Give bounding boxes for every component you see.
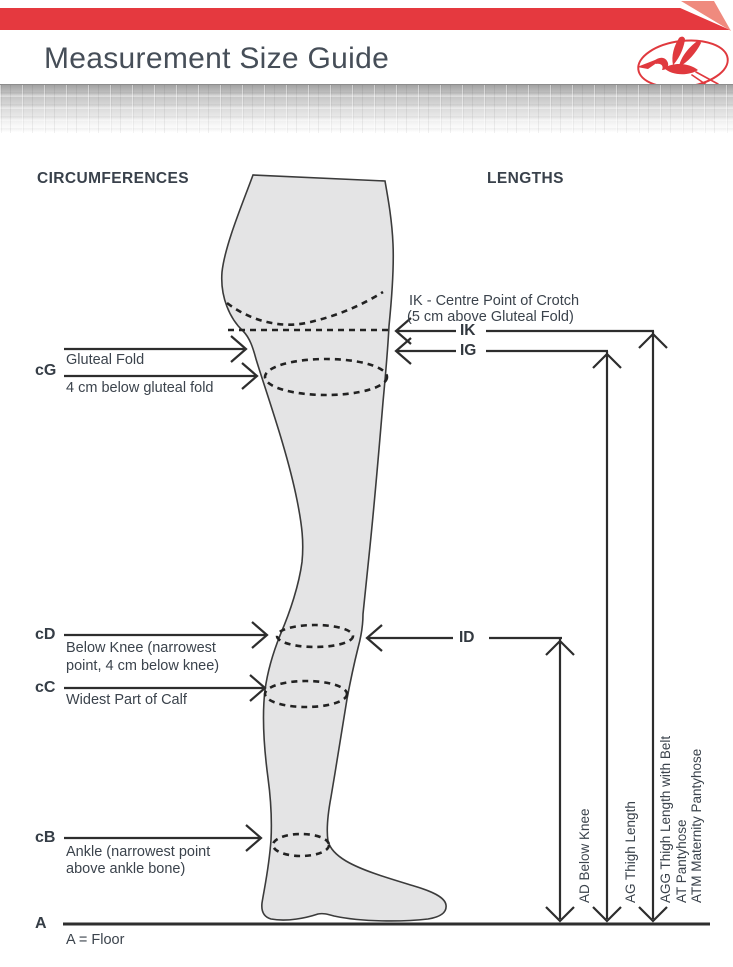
- cb-code: cB: [35, 829, 56, 846]
- at-pantyhose-label: AT Pantyhose: [673, 819, 689, 903]
- cd-label-line2: point, 4 cm below knee): [66, 658, 220, 674]
- a-floor-label: A = Floor: [66, 932, 125, 948]
- cg-code: cG: [35, 362, 57, 379]
- agg-thigh-belt-label: AGG Thigh Length with Belt: [658, 735, 673, 903]
- leg-silhouette: [222, 175, 446, 921]
- cd-code: cD: [35, 626, 56, 643]
- cb-label-line2: above ankle bone): [66, 861, 186, 877]
- ig-code: IG: [460, 342, 477, 359]
- agg-label-group: [658, 736, 705, 903]
- atm-maternity-label: ATM Maternity Pantyhose: [689, 748, 704, 903]
- id-length-line: [367, 625, 574, 921]
- circumferences-heading: CIRCUMFERENCES: [37, 170, 189, 187]
- a-code: A: [35, 915, 47, 932]
- lengths-heading: LENGTHS: [487, 170, 564, 187]
- cd-label-line1: Below Knee (narrowest: [66, 640, 216, 656]
- page-title: Measurement Size Guide: [44, 42, 390, 75]
- ik-note-line2: (5 cm above Gluteal Fold): [407, 309, 574, 325]
- cg-label-below-fold: 4 cm below gluteal fold: [66, 380, 214, 396]
- cb-label-line1: Ankle (narrowest point: [66, 844, 211, 860]
- cc-label: Widest Part of Calf: [66, 692, 187, 708]
- cg-label-gluteal-fold: Gluteal Fold: [66, 352, 145, 368]
- id-code: ID: [459, 629, 475, 646]
- cc-code: cC: [35, 679, 56, 696]
- ik-note-line1: IK - Centre Point of Crotch: [409, 293, 580, 309]
- ad-below-knee-label: AD Below Knee: [577, 808, 592, 903]
- ag-thigh-length-label: AG Thigh Length: [623, 801, 638, 903]
- ik-code: IK: [460, 322, 476, 339]
